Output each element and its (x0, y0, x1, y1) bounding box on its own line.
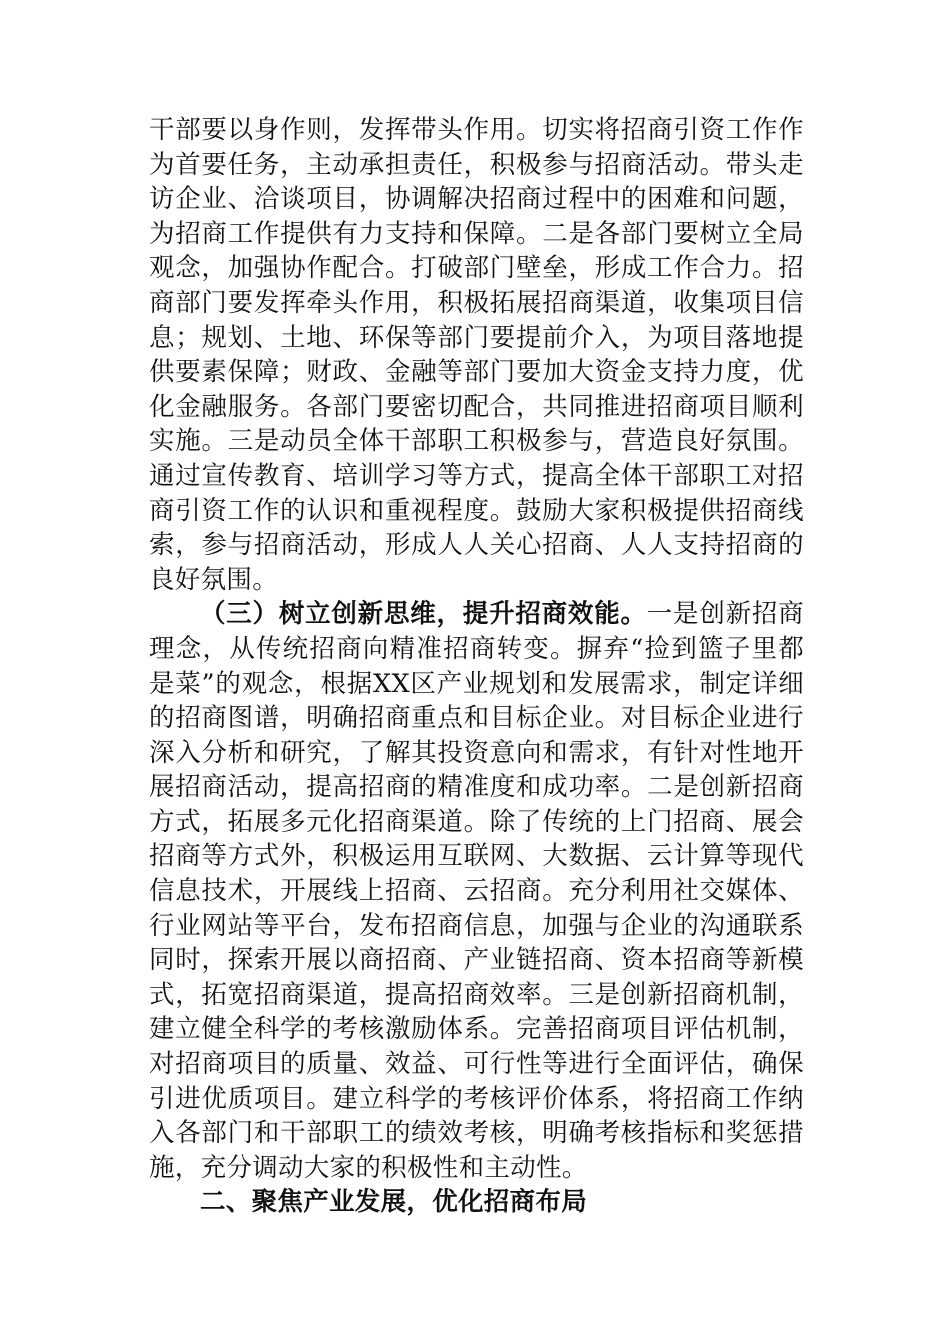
section-heading: 二、聚焦产业发展，优化招商布局 (200, 1187, 588, 1218)
paragraph-innovation (149, 597, 804, 1185)
paragraph-innovation-text: 一是创新招商理念，从传统招商向精准招商转变。摒弃“捡到篮子里都是菜”的观念，根据XX区产业规划和发展需求，制定详细的招商图谱，明确招商重点和目标企业。对目标企业进行深入分析和研究，了解其投资意向和需求，有针对性地开展招商活动，提高招商的精准度和成功率。二是创新招商方式，拓展多元化招商渠道。除了传统的上门招商、展会招商等方式外，积极运用互联网、大数据、云计算等现代信息技术，开展线上招商、云招商。充分利用社交媒体、行业网站等平台，发布招商信息，加强与企业的沟通联系同时，探索开展以商招商、产业链招商、资本招商等新模式，拓宽招商渠道，提高招商效率。三是创新招商机制，建立健全科学的考核激励体系。完善招商项目评估机制，对招商项目的质量、效益、可行性等进行全面评估，确保引进优质项目。建立科学的考核评价体系，将招商工作纳入各部门和干部职工的绩效考核，明确考核指标和奖惩措施，充分调动大家的积极性和主动性。 (149, 599, 804, 1183)
subsection-heading: （三）树立创新思维，提升招商效能。 (200, 599, 647, 630)
document-body (149, 113, 804, 1220)
paragraph-continued: 干部要以身作则，发挥带头作用。切实将招商引资工作作为首要任务，主动承担责任，积极参与招商活动。带头走访企业、洽谈项目，协调解决招商过程中的困难和问题，为招商工作提供有力支持和保障。二是各部门要树立全局观念，加强协作配合。打破部门壁垒，形成工作合力。招商部门要发挥牵头作用，积极拓展招商渠道，收集项目信息；规划、土地、环保等部门要提前介入，为项目落地提供要素保障；财政、金融等部门要加大资金支持力度，优化金融服务。各部门要密切配合，共同推进招商项目顺利实施。三是动员全体干部职工积极参与，营造良好氛围。通过宣传教育、培训学习等方式，提高全体干部职工对招商引资工作的认识和重视程度。鼓励大家积极提供招商线索，参与招商活动，形成人人关心招商、人人支持招商的良好氛围。 (149, 115, 804, 595)
